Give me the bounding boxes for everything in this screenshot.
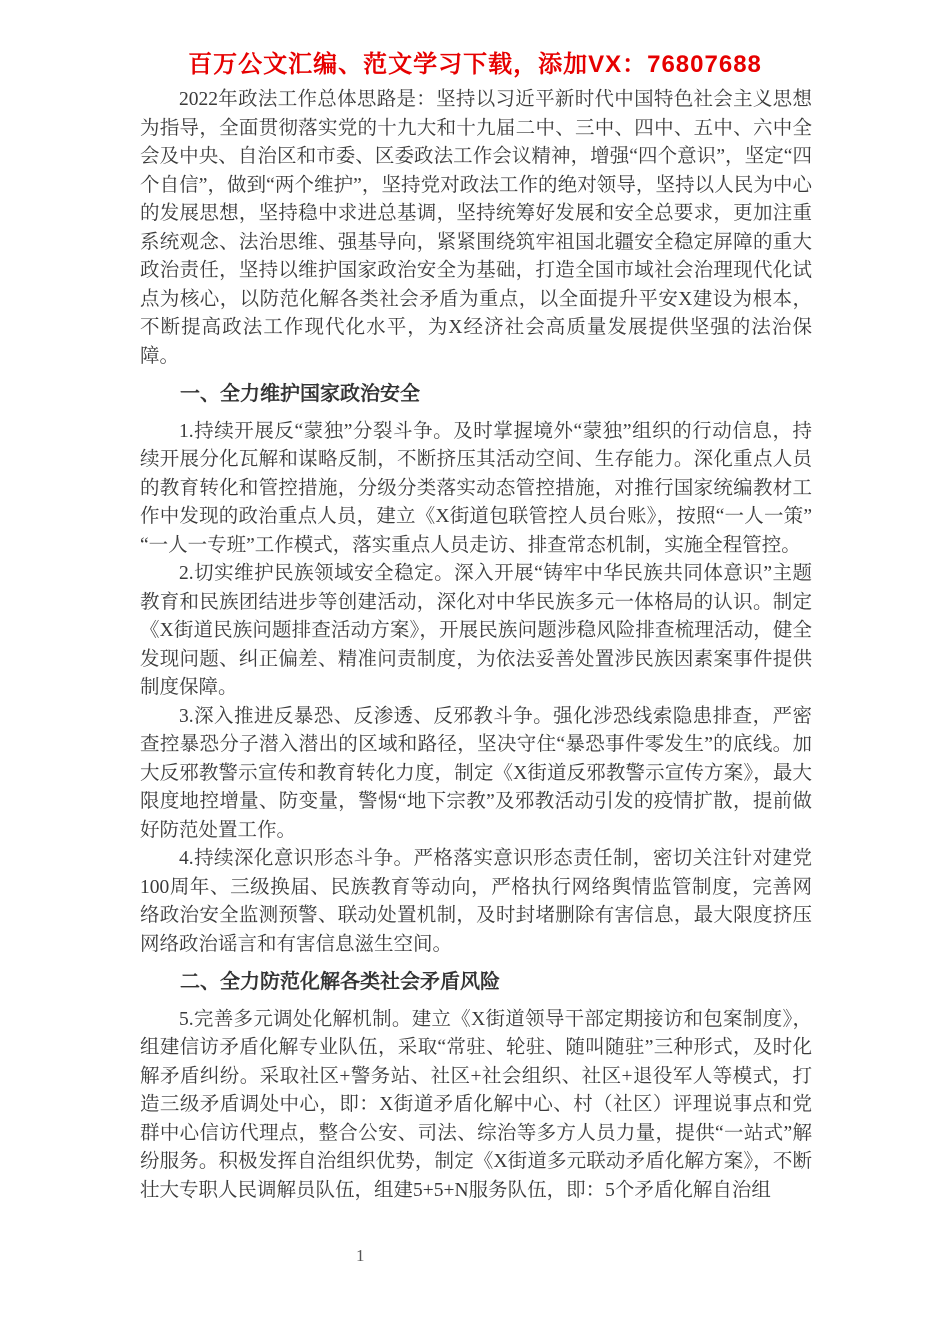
document-body bbox=[140, 86, 812, 1205]
section-heading-1: 一、全力维护国家政治安全 bbox=[180, 383, 420, 405]
paragraph-item-5: 5.完善多元调处化解机制。建立《X街道领导干部定期接访和包案制度》，组建信访矛盾化解专业队伍，采取“常驻、轮驻、随叫随驻”三种形式，及时化解矛盾纠纷。采取社区+警务站、社区+社会组织、社区+退役军人等模式，打造三级矛盾调处中心，即：X街道矛盾化解中心、村（社区）评理说事点和党群中心信访代理点，整合公安、司法、综治等多方人员力量，提供“一站式”解纷服务。积极发挥自治组织优势，制定《X街道多元联动矛盾化解方案》，不断壮大专职人民调解员队伍，组建5+5+N服务队伍，即：5个矛盾化解自治组 bbox=[140, 1008, 812, 1201]
paragraph-item-2: 2.切实维护民族领域安全稳定。深入开展“铸牢中华民族共同体意识”主题教育和民族团结进步等创建活动，深化对中华民族多元一体格局的认识。制定《X街道民族问题排查活动方案》，开展民族问题涉稳风险排查梳理活动，健全发现问题、纠正偏差、精准问责制度，为依法妥善处置涉民族因素案事件提供制度保障。 bbox=[140, 563, 812, 698]
section-heading-2: 二、全力防范化解各类社会矛盾风险 bbox=[180, 971, 500, 993]
intro-paragraph: 2022年政法工作总体思路是：坚持以习近平新时代中国特色社会主义思想为指导，全面贯彻落实党的十九大和十九届二中、三中、四中、五中、六中全会及中央、自治区和市委、区委政法工作会议精神，增强“四个意识”，坚定“四个自信”，做到“两个维护”，坚持党对政法工作的绝对领导，坚持以人民为中心的发展思想，坚持稳中求进总基调，坚持统筹好发展和安全总要求，更加注重系统观念、法治思维、强基导向，紧紧围绕筑牢祖国北疆安全稳定屏障的重大政治责任，坚持以维护国家政治安全为基础，打造全国市域社会治理现代化试点为核心，以防范化解各类社会矛盾为重点，以全面提升平安X建设为根本，不断提高政法工作现代化水平，为X经济社会高质量发展提供坚强的法治保障。 bbox=[140, 89, 812, 367]
paragraph-item-1: 1.持续开展反“蒙独”分裂斗争。及时掌握境外“蒙独”组织的行动信息，持续开展分化瓦解和谋略反制，不断挤压其活动空间、生存能力。深化重点人员的教育转化和管控措施，分级分类落实动态管控措施，对推行国家统编教材工作中发现的政治重点人员，建立《X街道包联管控人员台账》，按照“一人一策”“一人一专班”工作模式，落实重点人员走访、排查常态机制，实施全程管控。 bbox=[140, 420, 812, 556]
promo-header-text: 百万公文汇编、范文学习下载，添加VX：76807688 bbox=[188, 51, 762, 78]
page-number: 1 bbox=[356, 1246, 365, 1265]
paragraph-item-3: 3.深入推进反暴恐、反渗透、反邪教斗争。强化涉恐线索隐患排查，严密查控暴恐分子潜入潜出的区域和路径，坚决守住“暴恐事件零发生”的底线。加大反邪教警示宣传和教育转化力度，制定《X街道反邪教警示宣传方案》，最大限度地控增量、防变量，警惕“地下宗教”及邪教活动引发的疫情扩散，提前做好防范处置工作。 bbox=[140, 705, 812, 841]
paragraph-item-4: 4.持续深化意识形态斗争。严格落实意识形态责任制，密切关注针对建党100周年、三级换届、民族教育等动向，严格执行网络舆情监管制度，完善网络政治安全监测预警、联动处置机制，及时封堵删除有害信息，最大限度挤压网络政治谣言和有害信息滋生空间。 bbox=[140, 848, 812, 955]
